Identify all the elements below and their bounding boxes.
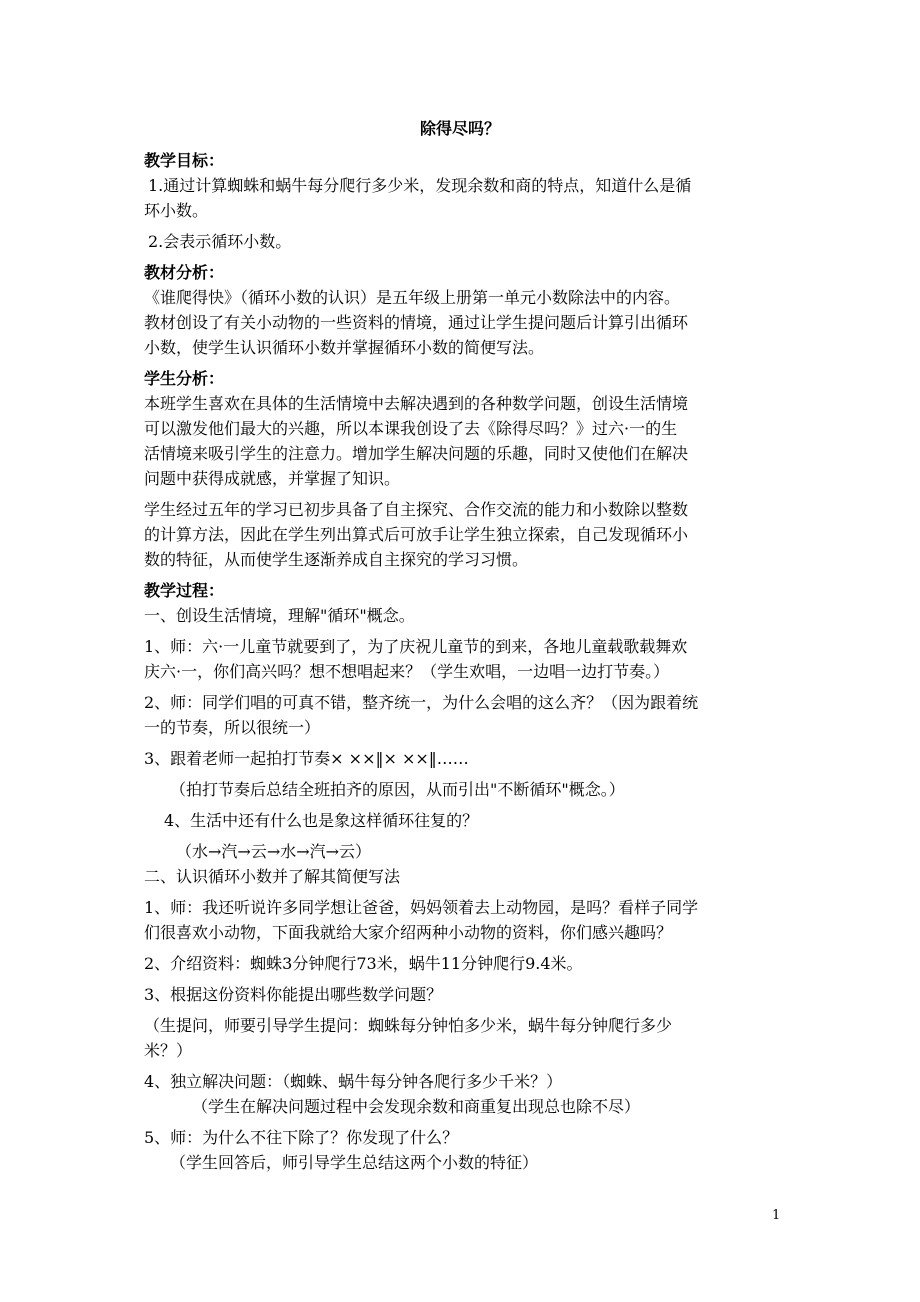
paragraph-line: 1、师：我还听说许多同学想让爸爸，妈妈领着去上动物园，是吗？看样子同学: [144, 898, 699, 917]
section-heading-objectives: 教学目标：: [144, 151, 225, 170]
paragraph-line: 们很喜欢小动物，下面我就给大家介绍两种小动物的资料，你们感兴趣吗？: [144, 923, 673, 942]
paragraph-line: 学生经过五年的学习已初步具备了自主探究、合作交流的能力和小数除以整数: [144, 500, 689, 519]
paragraph-line: 2.会表示循环小数。: [148, 232, 292, 251]
paragraph-line: 一的节奏，所以很统一）: [144, 718, 321, 737]
paragraph-line: 活情境来吸引学生的注意力。增加学生解决问题的乐趣，同时又使他们在解决: [144, 444, 689, 463]
paragraph-line: 3、根据这份资料你能提出哪些数学问题？: [144, 985, 443, 1004]
paragraph-line: 问题中获得成就感，并掌握了知识。: [144, 469, 401, 488]
section-heading-students: 学生分析：: [144, 369, 225, 388]
paragraph-line: 1.通过计算蜘蛛和蜗牛每分爬行多少米，发现余数和商的特点，知道什么是循: [148, 176, 692, 195]
paragraph-line: 米？）: [144, 1041, 193, 1060]
paragraph-line: 4、生活中还有什么也是象这样循环往复的？: [164, 811, 479, 830]
paragraph-line: 2、师：同学们唱的可真不错，整齐统一，为什么会唱的这么齐？（因为跟着统: [144, 693, 699, 712]
paragraph-line: （生提问，师要引导学生提问：蜘蛛每分钟怕多少米，蜗牛每分钟爬行多少: [144, 1016, 673, 1035]
paragraph-line: 庆六·一，你们高兴吗？想不想唱起来？（学生欢唱，一边唱一边打节奏。）: [144, 662, 670, 681]
paragraph-line: 本班学生喜欢在具体的生活情境中去解决遇到的各种数学问题，创设生活情境: [144, 394, 689, 413]
paragraph-line: 小数，使学生认识循环小数并掌握循环小数的简便写法。: [144, 338, 545, 357]
paragraph-line: （学生在解决问题过程中会发现余数和商重复出现总也除不尽）: [192, 1097, 641, 1116]
paragraph-line: （拍打节奏后总结全班拍齐的原因，从而引出"不断循环"概念。）: [170, 780, 625, 799]
paragraph-line: 3、跟着老师一起拍打节奏× ××‖× ××‖……: [144, 749, 469, 768]
document-body: [144, 146, 784, 1175]
paragraph-line: 一、创设生活情境，理解"循环"概念。: [144, 606, 415, 625]
paragraph-line: 数的特征，从而使学生逐渐养成自主探究的学习习惯。: [144, 550, 529, 569]
section-heading-process: 教学过程：: [144, 581, 225, 600]
paragraph-line: 2、介绍资料：蜘蛛3分钟爬行73米，蜗牛11分钟爬行9.4米。: [144, 954, 583, 973]
paragraph-line: 可以激发他们最大的兴趣，所以本课我创设了去《除得尽吗？》过六·一的生: [144, 419, 678, 438]
paragraph-line: 1、师：六·一儿童节就要到了，为了庆祝儿童节的到来，各地儿童载歌载舞欢: [144, 637, 688, 656]
document-title: 除得尽吗？: [419, 119, 500, 138]
paragraph-line: （水→汽→云→水→汽→云）: [176, 842, 372, 861]
paragraph-line: （学生回答后，师引导学生总结这两个小数的特征）: [170, 1153, 539, 1172]
paragraph-line: 教材创设了有关小动物的一些资料的情境，通过让学生提问题后计算引出循环: [144, 313, 689, 332]
paragraph-line: 5、师：为什么不往下除了？你发现了什么？: [144, 1128, 459, 1147]
paragraph-line: 《谁爬得快》（循环小数的认识）是五年级上册第一单元小数除法中的内容。: [144, 288, 681, 307]
section-heading-material: 教材分析：: [144, 263, 225, 282]
paragraph-line: 环小数。: [144, 201, 209, 220]
paragraph-line: 4、独立解决问题：（蜘蛛、蜗牛每分钟各爬行多少千米？）: [144, 1072, 563, 1091]
paragraph-line: 二、认识循环小数并了解其简便写法: [144, 867, 401, 886]
paragraph-line: 的计算方法，因此在学生列出算式后可放手让学生独立探索，自己发现循环小: [144, 525, 689, 544]
page-number: 1: [772, 1208, 781, 1223]
